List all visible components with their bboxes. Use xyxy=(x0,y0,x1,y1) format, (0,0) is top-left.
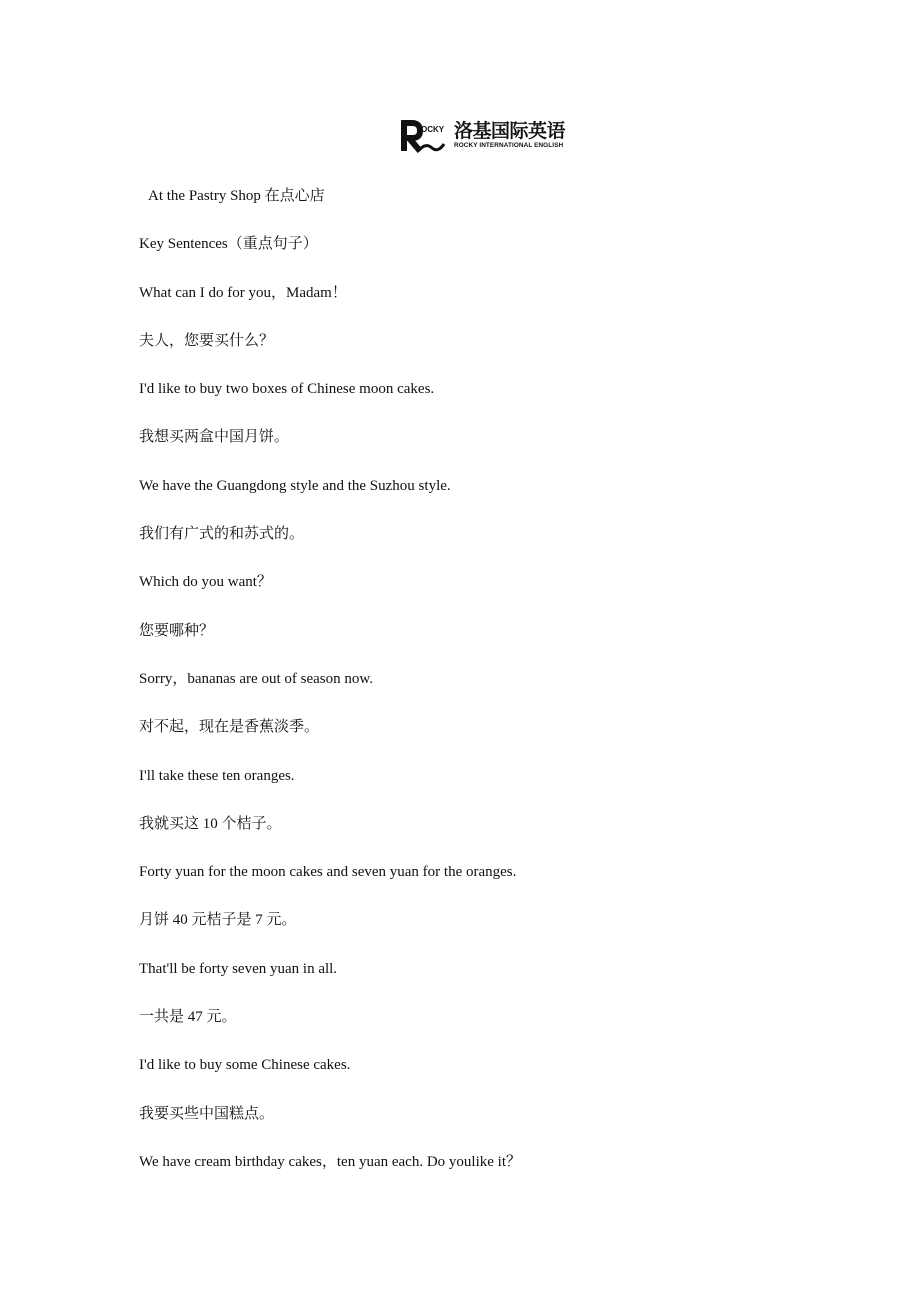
sentence-line: 我们有广式的和苏式的。 xyxy=(139,526,305,543)
sentence-line: 您要哪种？ xyxy=(139,622,215,639)
sentence-line: 对不起，现在是香蕉淡季。 xyxy=(139,719,320,736)
sentence-line: 夫人，您要买什么？ xyxy=(139,332,275,349)
sentence-line: 我要买些中国糕点。 xyxy=(139,1105,275,1122)
sentence-line: 月饼 40 元桔子是 7 元。 xyxy=(139,912,297,929)
sentence-line: Sorry，bananas are out of season now. xyxy=(139,670,373,687)
sentence-line: I'd like to buy some Chinese cakes. xyxy=(139,1057,351,1074)
sentence-line: 我想买两盒中国月饼。 xyxy=(139,429,290,446)
sentence-line: Which do you want？ xyxy=(139,574,272,591)
document-title: At the Pastry Shop 在点心店 xyxy=(148,188,325,204)
logo-brand-letters: OCKY xyxy=(421,125,445,134)
logo-chinese-name: 洛基国际英语 xyxy=(454,120,566,142)
section-heading: Key Sentences（重点句子） xyxy=(139,236,318,253)
rocky-logo xyxy=(400,120,572,154)
sentence-line: I'll take these ten oranges. xyxy=(139,767,295,784)
sentence-line: Forty yuan for the moon cakes and seven yuan for the oranges. xyxy=(139,864,517,881)
rocky-logo-mark-icon xyxy=(400,120,452,154)
logo-english-name: ROCKY INTERNATIONAL ENGLISH xyxy=(454,142,564,149)
sentence-line: What can I do for you，Madam！ xyxy=(139,284,347,301)
sentence-line: We have cream birthday cakes，ten yuan each. Do youlike it？ xyxy=(139,1153,521,1170)
sentence-line: I'd like to buy two boxes of Chinese moon cakes. xyxy=(139,381,435,398)
sentence-line: We have the Guangdong style and the Suzhou style. xyxy=(139,477,451,494)
sentence-line: 一共是 47 元。 xyxy=(139,1009,237,1026)
sentence-line: 我就买这 10 个桔子。 xyxy=(139,815,282,832)
sentence-line: That'll be forty seven yuan in all. xyxy=(139,960,338,977)
document-body xyxy=(139,184,819,1198)
